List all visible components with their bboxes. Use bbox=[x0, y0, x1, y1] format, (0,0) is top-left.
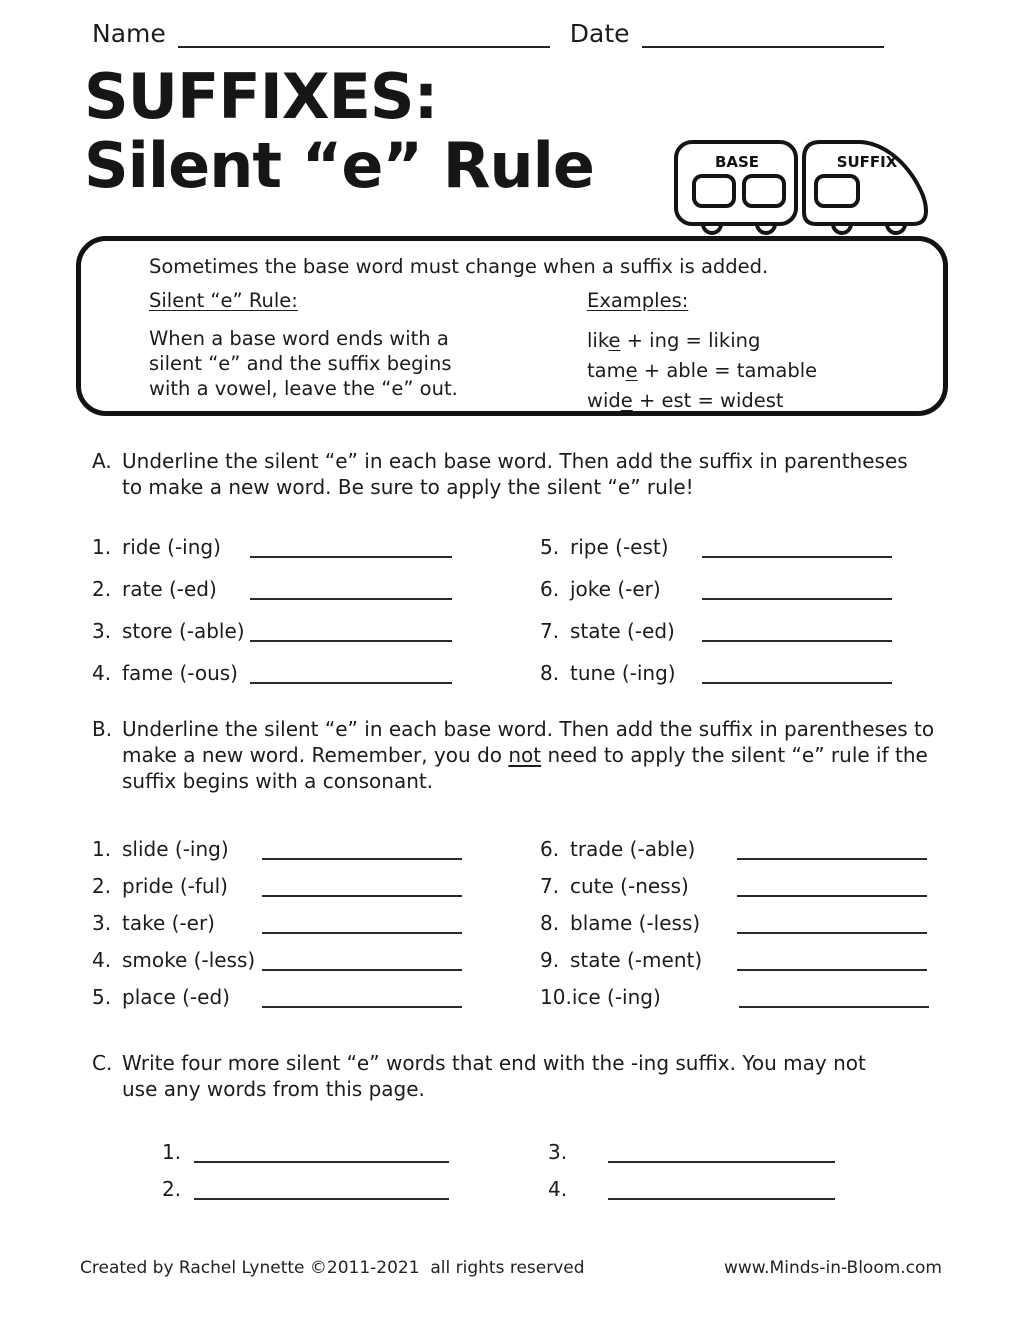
section-a-instruction-text bbox=[122, 448, 960, 500]
example-base-prefix: lik bbox=[587, 329, 609, 352]
train-suffix-label: SUFFIX bbox=[836, 153, 898, 171]
item-word: blame (-less) bbox=[570, 911, 701, 935]
item-word: smoke (-less) bbox=[122, 948, 256, 972]
answer-blank bbox=[262, 932, 462, 934]
write-in-row bbox=[162, 1177, 540, 1201]
item-word: state (-ed) bbox=[570, 619, 675, 643]
worksheet-item bbox=[540, 873, 940, 900]
worksheet-item bbox=[540, 984, 940, 1011]
item-number: 1. bbox=[162, 1140, 182, 1164]
rule-text-line: with a vowel, leave the “e” out. bbox=[149, 377, 458, 400]
write-in-row bbox=[162, 1140, 540, 1164]
item-number: 4. bbox=[548, 1177, 568, 1201]
section-a-items bbox=[92, 534, 960, 702]
example-silent-e: e bbox=[625, 359, 638, 382]
page-title-line1: SUFFIXES: bbox=[84, 60, 438, 133]
worksheet-item bbox=[540, 618, 940, 645]
section-b bbox=[92, 716, 960, 1021]
instruction-line: Write four more silent “e” words that end with the -ing suffix. You may not bbox=[122, 1051, 866, 1075]
item-word: pride (-ful) bbox=[122, 874, 228, 898]
examples-column bbox=[587, 289, 917, 416]
answer-blank bbox=[250, 640, 452, 642]
section-b-instruction-text bbox=[122, 716, 960, 794]
item-number: 4. bbox=[92, 948, 112, 972]
example-row bbox=[587, 356, 917, 386]
item-word: slide (-ing) bbox=[122, 837, 229, 861]
worksheet-item bbox=[92, 984, 540, 1011]
item-word: ice (-ing) bbox=[571, 985, 661, 1009]
answer-blank bbox=[737, 932, 927, 934]
section-a-left-column bbox=[92, 534, 540, 702]
item-word: joke (-er) bbox=[570, 577, 661, 601]
name-date-header bbox=[92, 18, 892, 48]
write-in-row bbox=[548, 1140, 940, 1164]
item-word: place (-ed) bbox=[122, 985, 230, 1009]
write-in-row bbox=[548, 1177, 940, 1201]
instruction-line: Underline the silent “e” in each base word. Then add the suffix in parentheses to bbox=[122, 717, 935, 741]
instruction-line: need to apply the silent “e” rule if the bbox=[541, 743, 928, 767]
section-b-right-column bbox=[540, 836, 940, 1021]
answer-blank bbox=[608, 1198, 835, 1200]
section-b-items bbox=[92, 836, 960, 1021]
section-a-label: A. bbox=[92, 449, 112, 473]
train-illustration-icon bbox=[670, 134, 932, 236]
website-text: www.Minds-in-Bloom.com bbox=[724, 1258, 942, 1278]
item-number: 8. bbox=[540, 911, 560, 935]
answer-blank bbox=[702, 598, 892, 600]
example-row bbox=[587, 326, 917, 356]
section-a-right-column bbox=[540, 534, 940, 702]
rule-text-line: silent “e” and the suffix begins bbox=[149, 352, 452, 375]
worksheet-item bbox=[92, 534, 540, 561]
item-number: 2. bbox=[92, 874, 112, 898]
section-c-blanks bbox=[92, 1140, 960, 1214]
item-word: ride (-ing) bbox=[122, 535, 221, 559]
worksheet-item bbox=[92, 836, 540, 863]
section-c bbox=[92, 1050, 960, 1214]
item-number: 4. bbox=[92, 661, 112, 685]
answer-blank bbox=[194, 1161, 449, 1163]
answer-blank bbox=[737, 969, 927, 971]
rule-text-line: When a base word ends with a bbox=[149, 327, 449, 350]
example-base-prefix: tam bbox=[587, 359, 626, 382]
item-number: 2. bbox=[162, 1177, 182, 1201]
rule-heading: Silent “e” Rule: bbox=[149, 289, 298, 312]
example-row bbox=[587, 386, 917, 416]
instruction-line: to make a new word. Be sure to apply the silent “e” rule! bbox=[122, 475, 694, 499]
train-window-icon bbox=[816, 176, 858, 206]
item-word: cute (-ness) bbox=[570, 874, 689, 898]
section-c-label: C. bbox=[92, 1051, 113, 1075]
item-word: store (-able) bbox=[122, 619, 245, 643]
rule-column bbox=[149, 289, 509, 401]
item-number: 6. bbox=[540, 837, 560, 861]
answer-blank bbox=[608, 1161, 835, 1163]
answer-blank bbox=[262, 969, 462, 971]
answer-blank bbox=[250, 682, 452, 684]
example-silent-e: e bbox=[620, 389, 633, 412]
instruction-line: Underline the silent “e” in each base word. Then add the suffix in parentheses bbox=[122, 449, 908, 473]
section-c-instruction-text bbox=[122, 1050, 960, 1102]
item-word: rate (-ed) bbox=[122, 577, 217, 601]
example-rest: + est = widest bbox=[632, 389, 784, 412]
worksheet-item bbox=[92, 947, 540, 974]
name-label: Name bbox=[92, 19, 166, 48]
worksheet-item bbox=[540, 836, 940, 863]
example-silent-e: e bbox=[608, 329, 621, 352]
item-number: 1. bbox=[92, 837, 112, 861]
page-footer bbox=[80, 1258, 942, 1278]
worksheet-item bbox=[540, 534, 940, 561]
worksheet-item bbox=[540, 660, 940, 687]
name-write-line bbox=[178, 18, 550, 48]
item-number: 3. bbox=[92, 619, 112, 643]
section-c-instructions bbox=[92, 1050, 960, 1102]
answer-blank bbox=[262, 1006, 462, 1008]
example-base-prefix: wid bbox=[587, 389, 621, 412]
item-word: fame (-ous) bbox=[122, 661, 238, 685]
item-word: ripe (-est) bbox=[570, 535, 669, 559]
instruction-line: suffix begins with a consonant. bbox=[122, 769, 434, 793]
worksheet-item bbox=[540, 910, 940, 937]
worksheet-item bbox=[92, 910, 540, 937]
item-number: 8. bbox=[540, 661, 560, 685]
answer-blank bbox=[262, 858, 462, 860]
section-b-left-column bbox=[92, 836, 540, 1021]
section-a bbox=[92, 448, 960, 702]
answer-blank bbox=[262, 895, 462, 897]
rule-intro: Sometimes the base word must change when a suffix is added. bbox=[149, 255, 769, 278]
section-c-right-column bbox=[540, 1140, 940, 1214]
answer-blank bbox=[194, 1198, 449, 1200]
item-number: 9. bbox=[540, 948, 560, 972]
section-a-instructions bbox=[92, 448, 960, 500]
worksheet-item bbox=[92, 576, 540, 603]
examples-heading: Examples: bbox=[587, 289, 689, 312]
section-c-left-column bbox=[92, 1140, 540, 1214]
instruction-line: make a new word. Remember, you do bbox=[122, 743, 509, 767]
date-label: Date bbox=[569, 19, 630, 48]
instruction-line: use any words from this page. bbox=[122, 1077, 425, 1101]
answer-blank bbox=[702, 556, 892, 558]
rule-box bbox=[76, 236, 948, 416]
item-word: take (-er) bbox=[122, 911, 215, 935]
copyright-text: Created by Rachel Lynette ©2011-2021 all rights reserved bbox=[80, 1258, 585, 1278]
worksheet-item bbox=[540, 576, 940, 603]
answer-blank bbox=[737, 895, 927, 897]
answer-blank bbox=[250, 556, 452, 558]
answer-blank bbox=[737, 858, 927, 860]
worksheet-item bbox=[540, 947, 940, 974]
answer-blank bbox=[702, 640, 892, 642]
item-number: 7. bbox=[540, 619, 560, 643]
item-number: 5. bbox=[92, 985, 112, 1009]
item-number: 1. bbox=[92, 535, 112, 559]
page-title bbox=[84, 62, 594, 201]
item-number: 10. bbox=[540, 985, 572, 1009]
item-number: 6. bbox=[540, 577, 560, 601]
underlined-word: not bbox=[508, 743, 542, 767]
train-window-icon bbox=[694, 176, 734, 206]
item-word: tune (-ing) bbox=[570, 661, 676, 685]
answer-blank bbox=[250, 598, 452, 600]
train-base-label: BASE bbox=[714, 153, 760, 171]
section-b-instructions bbox=[92, 716, 960, 794]
item-word: state (-ment) bbox=[570, 948, 703, 972]
item-number: 3. bbox=[548, 1140, 568, 1164]
item-word: trade (-able) bbox=[570, 837, 696, 861]
date-write-line bbox=[642, 18, 884, 48]
page-title-line2: Silent “e” Rule bbox=[84, 129, 594, 203]
item-number: 5. bbox=[540, 535, 560, 559]
example-rest: + ing = liking bbox=[620, 329, 761, 352]
item-number: 3. bbox=[92, 911, 112, 935]
item-number: 7. bbox=[540, 874, 560, 898]
item-number: 2. bbox=[92, 577, 112, 601]
worksheet-item bbox=[92, 873, 540, 900]
worksheet-item bbox=[92, 660, 540, 687]
answer-blank bbox=[702, 682, 892, 684]
example-rest: + able = tamable bbox=[637, 359, 818, 382]
worksheet-item bbox=[92, 618, 540, 645]
train-window-icon bbox=[744, 176, 784, 206]
answer-blank bbox=[739, 1006, 929, 1008]
section-b-label: B. bbox=[92, 717, 113, 741]
